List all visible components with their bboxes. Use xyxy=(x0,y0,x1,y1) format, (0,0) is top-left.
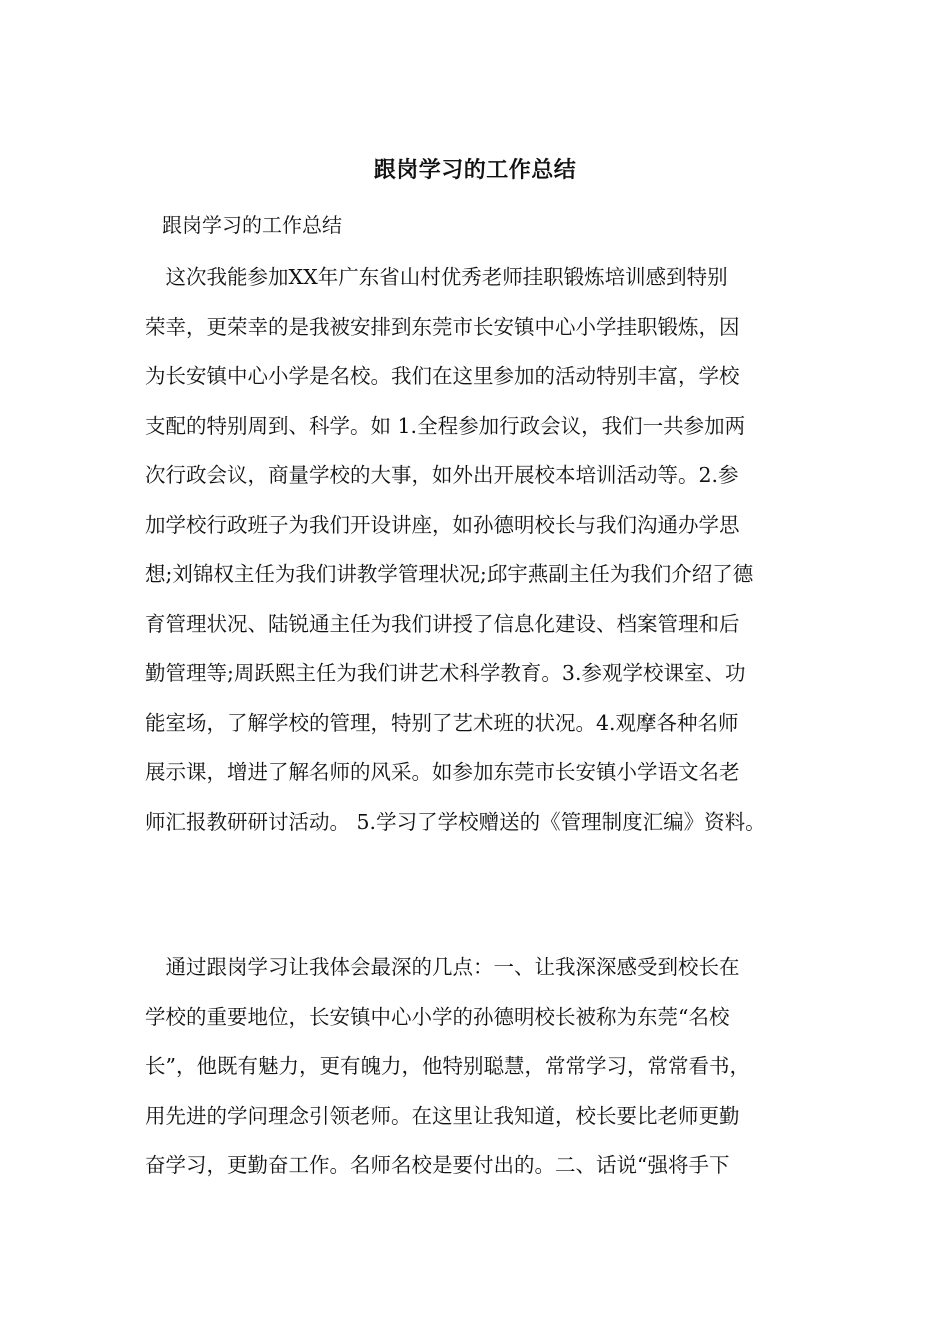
paragraph-line: 支配的特别周到、科学。如 1.全程参加行政会议，我们一共参加两 xyxy=(145,413,746,438)
paragraph-line: 想;刘锦权主任为我们讲教学管理状况;邱宇燕副主任为我们介绍了德 xyxy=(145,562,754,586)
document-title: 跟岗学习的工作总结 xyxy=(373,157,577,183)
paragraph-line: 次行政会议，商量学校的大事，如外出开展校本培训活动等。2.参 xyxy=(145,463,739,487)
paragraph-line: 为长安镇中心小学是名校。我们在这里参加的活动特别丰富，学校 xyxy=(145,364,740,388)
paragraph-line: 荣幸，更荣幸的是我被安排到东莞市长安镇中心小学挂职锻炼，因 xyxy=(145,314,740,339)
paragraph-line: 勤管理等;周跃熙主任为我们讲艺术科学教育。3.参观学校课室、功 xyxy=(145,661,746,685)
paragraph-line: 用先进的学问理念引领老师。在这里让我知道，校长要比老师更勤 xyxy=(145,1103,740,1128)
paragraph-1 xyxy=(145,253,825,847)
paragraph-line: 育管理状况、陆锐通主任为我们讲授了信息化建设、档案管理和后 xyxy=(145,611,740,636)
paragraph-line: 师汇报教研研讨活动。 5.学习了学校赠送的《管理制度汇编》资料。 xyxy=(145,809,766,834)
paragraph-line: 长”，他既有魅力，更有魄力，他特别聪慧，常常学习，常常看书， xyxy=(145,1054,750,1078)
paragraph-line: 这次我能参加XX年广东省山村优秀老师挂职锻炼培训感到特别 xyxy=(145,265,728,289)
document-subtitle: 跟岗学习的工作总结 xyxy=(162,213,342,237)
paragraph-line: 通过跟岗学习让我体会最深的几点：一、让我深深感受到校长在 xyxy=(145,955,740,979)
paragraph-2 xyxy=(145,943,825,1191)
paragraph-line: 能室场，了解学校的管理，特别了艺术班的状况。4.观摩各种名师 xyxy=(145,710,739,735)
paragraph-line: 奋学习，更勤奋工作。名师名校是要付出的。二、话说“强将手下 xyxy=(145,1153,730,1177)
paragraph-line: 展示课，增进了解名师的风采。如参加东莞市长安镇小学语文名老 xyxy=(145,760,740,784)
paragraph-line: 加学校行政班子为我们开设讲座，如孙德明校长与我们沟通办学思 xyxy=(145,512,740,537)
paragraph-line: 学校的重要地位，长安镇中心小学的孙德明校长被称为东莞“名校 xyxy=(145,1004,730,1029)
